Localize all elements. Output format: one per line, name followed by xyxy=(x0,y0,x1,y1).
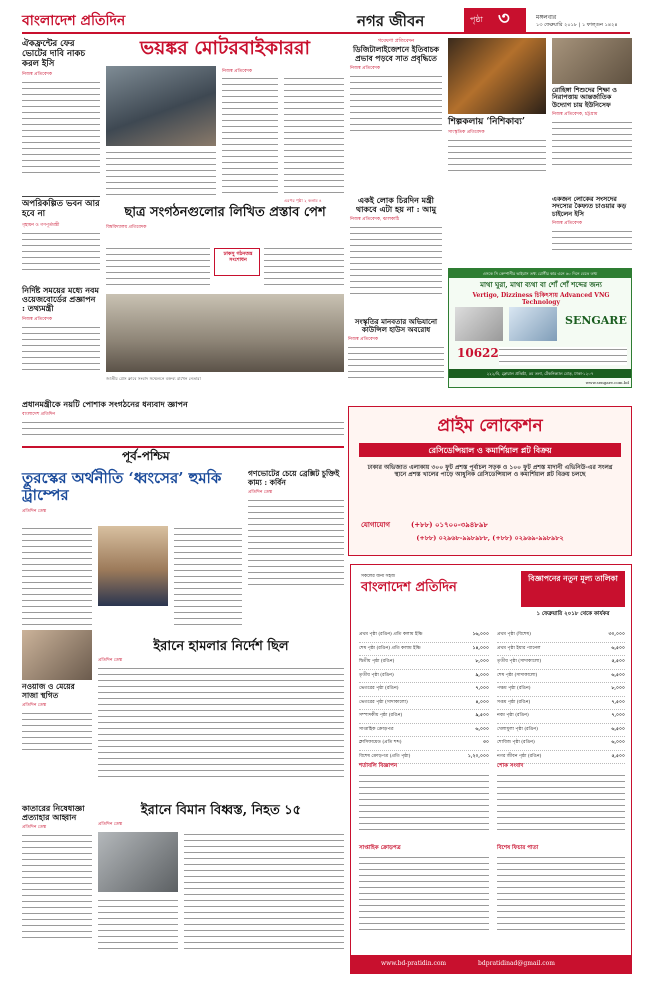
headline: কাতারের নিষেধাজ্ঞা প্রত্যাহার আহ্বান xyxy=(22,803,85,823)
body-text xyxy=(552,229,632,253)
article-wageboard[interactable] xyxy=(22,286,100,396)
rate-sub-3-body xyxy=(359,855,489,935)
rate-sub-2: শোক সংবাদ xyxy=(497,763,524,769)
headline: সংস্কৃতির মানবতার অভিযানো কাউন্সিল হাউস অবরোধ xyxy=(354,317,438,335)
byline: প্রতিদিন ডেস্ক xyxy=(98,821,123,827)
rohingya-photo[interactable] xyxy=(552,38,632,84)
rate-label: পঞ্চম পৃষ্ঠা (রঙিন) xyxy=(497,686,531,691)
body-text-2 xyxy=(264,246,344,286)
rate-sub-2-body xyxy=(497,773,625,833)
kicker: গবেষণা প্রতিবেদন xyxy=(377,38,415,44)
rate-label: শেষ পৃষ্ঠা (সাদাকালো) xyxy=(497,672,538,678)
ad-device-image-2 xyxy=(509,307,557,341)
newspaper-logo[interactable]: বাংলাদেশ প্রতিদিন xyxy=(22,13,126,29)
rate-label: দ্বিতীয় পৃষ্ঠা (রঙিন) xyxy=(359,659,395,664)
rate-sub-3: সাপ্তাহিক ক্রোড়পত্র xyxy=(359,845,401,851)
rate-row xyxy=(497,683,625,697)
headline: একই লোক চিরদিন মন্ত্রী থাকবে এটা হয় না : আমু xyxy=(355,195,437,215)
ad-phone[interactable]: (+৮৮) ০১৭০০-৩৯৪৮৯৮ xyxy=(411,520,488,529)
rate-label: ক্লাসিফায়েড (প্রতি শব্দ) xyxy=(359,740,402,745)
body-text xyxy=(98,666,344,780)
byline: বিশ্ববিদ্যালয় প্রতিবেদক xyxy=(106,224,147,230)
section-title: নগর জীবন xyxy=(357,12,425,30)
body-text xyxy=(22,420,344,436)
issue-day: মঙ্গলবার xyxy=(536,14,557,21)
body-text xyxy=(184,832,344,952)
rate-value: ৬,৫০০ xyxy=(611,672,625,678)
rate-row xyxy=(497,724,625,738)
rate-row xyxy=(359,643,489,657)
page-label: পৃষ্ঠা xyxy=(470,15,483,24)
rate-label: খেলাধুলা পৃষ্ঠা (রঙিন) xyxy=(497,726,538,732)
rate-sub-4: বিশেষ ফিচার পাতা xyxy=(497,845,539,851)
ad-subtitle: রেসিডেন্সিয়াল ও কমার্শিয়াল প্লট বিক্রয় xyxy=(359,443,621,457)
rate-logo-kicker: সকলের জন্য সহজ xyxy=(361,574,395,579)
rate-label: সপ্তম পৃষ্ঠা (রঙিন) xyxy=(497,699,531,705)
article-garment-orgs-visible[interactable] xyxy=(22,400,344,440)
rate-label: তৃতীয় পৃষ্ঠা (রঙিন) xyxy=(359,672,394,678)
article-qatar[interactable] xyxy=(22,804,92,974)
article-amu[interactable] xyxy=(350,196,442,316)
highlight-box xyxy=(214,248,260,276)
body-text xyxy=(552,120,632,168)
rate-row xyxy=(359,710,489,724)
article-nawaz[interactable] xyxy=(22,630,92,750)
rate-value: ১৪,০০০ xyxy=(472,645,489,651)
ad-brand[interactable]: SENGARE xyxy=(565,314,627,327)
ad-device-image xyxy=(455,307,503,341)
body-text-3 xyxy=(106,150,216,196)
body-text-2 xyxy=(284,76,344,196)
rate-row xyxy=(497,710,625,724)
photo-caption: জাতীয় প্রেস ক্লাবে সংবাদ সম্মেলনে বক্তব্য রাখেন নেতারা xyxy=(106,376,201,381)
headline: ইরানে হামলার নির্দেশ ছিল xyxy=(153,639,289,654)
ad-headline: মাথা ঘুরা, মাথা ব্যথা বা শোঁ শোঁ শব্দের জন্য xyxy=(480,280,602,289)
rate-label: প্রথম পৃষ্ঠা ইয়ার প্যানেল xyxy=(497,645,541,651)
headline: রোহিঙ্গা শিশুদের শিক্ষা ও নিরাপত্তায় আন্তর্জাতিক উদ্যোগ চায় ইউনিসেফ xyxy=(552,86,617,109)
ad-contact-label: যোগাযোগ xyxy=(361,520,390,529)
headline: গণভোটের চেয়ে ব্রেক্সিট চুক্তিই কাম্য : কর্বিন xyxy=(248,469,340,487)
rate-row xyxy=(497,670,625,684)
rate-title-box xyxy=(521,571,625,607)
ad-address: ২২২/বি, ফ্লোরাল প্রতিষ্ঠা, ৫ম তলা, টেকনিক্যাল মোড়, ঢাকা-১২০৭ xyxy=(449,369,631,378)
article-student-orgs[interactable] xyxy=(106,206,344,396)
rate-label: ভেতরের পৃষ্ঠা (রঙিন) xyxy=(359,686,399,691)
page-number: ৩ xyxy=(498,8,510,29)
ad-body: ঢাকার অভিজাত এলাকায় ৩০০ ফুট প্রশস্ত পূর্বাচল সড়ক ও ১০০ ফুট প্রশস্ত মাদানী এভিনিউ-এর সংলগ্ন স্থানে প্রশস্ত খালের পাড়ে আধুনিক রেসিডেন্সিয়াল ও কমার্শিয়াল প্লট বিক্রয় চলছে xyxy=(367,464,613,478)
ad-tech-line: Vertigo, Dizziness চিকিৎসায় Advanced VNG Technology xyxy=(472,292,610,306)
nawaz-photo[interactable] xyxy=(22,630,92,680)
article-nishikabbo[interactable] xyxy=(448,38,546,188)
byline: নিজস্ব প্রতিবেদক xyxy=(552,221,583,227)
rate-label: নবম পৃষ্ঠা (রঙিন) xyxy=(497,713,529,718)
byline: প্রতিদিন ডেস্ক xyxy=(248,490,273,496)
rate-value: ৬,০০০ xyxy=(475,726,489,732)
rate-row xyxy=(359,751,489,765)
article-building[interactable] xyxy=(22,200,100,280)
headline: নওয়াজ ও মেয়ের সাজা স্থগিত xyxy=(22,682,75,700)
rate-value: ৭,৫০০ xyxy=(611,699,625,705)
trump-photo[interactable] xyxy=(98,526,168,606)
rate-row xyxy=(359,737,489,751)
ad-top-strip: এসকে সি কেম্পানীর ভাইরাস তথ্য রোগীর কার এনে ৬০ দিনে বেতে তথ্য xyxy=(449,269,631,278)
headline: নির্দিষ্ট সময়ের মধ্যে নবম ওয়েজবোর্ডের প্রজ্ঞাপন : তথ্যমন্ত্রী xyxy=(22,285,99,314)
body-text xyxy=(22,833,92,943)
motorbike-photo[interactable] xyxy=(106,66,216,146)
byline: নিজস্ব প্রতিবেদক xyxy=(350,66,381,72)
ad-prime-location[interactable] xyxy=(348,406,632,556)
rate-row xyxy=(359,724,489,738)
rate-row xyxy=(359,670,489,684)
rate-row xyxy=(497,643,625,657)
highlight-text: ঢাকসু গঠনতন্ত্র সংশোধন xyxy=(223,251,253,263)
issue-date: ১৩ ফেব্রুয়ারি ২০১৮ | ১ ফাল্গুন ১৪২৪ xyxy=(536,22,618,28)
ad-body xyxy=(499,347,627,365)
rate-label: তৃতীয় পৃষ্ঠা (সাদাকালো) xyxy=(497,659,542,664)
rate-title: বিজ্ঞাপনের নতুন মূল্য তালিকা xyxy=(528,574,618,583)
ad-phone-2[interactable]: (+৮৮) ০২৯৬৮-৯৯৮৯৮৮, (+৮৮) ০২৯৬৯-৯৯৮৯৮২ xyxy=(416,534,564,542)
headline: ছাত্র সংগঠনগুলোর লিখিত প্রস্তাব পেশ xyxy=(124,205,326,220)
rate-label: সাপ্তাহিক ক্রোড়পত্র xyxy=(359,726,394,732)
headline: একজন লোকের সংসদের সদস্যের কৈফ্যত চাওয়ার কড় চাইলেন ইসি xyxy=(552,195,627,218)
body-text xyxy=(22,231,100,271)
article-ec-vote[interactable] xyxy=(22,40,100,190)
article-corbyn[interactable] xyxy=(248,470,344,590)
press-conference-photo[interactable] xyxy=(106,294,344,372)
body-text xyxy=(106,246,210,286)
section-divider xyxy=(22,446,344,464)
rate-value: ৮,০০০ xyxy=(611,686,625,691)
body-text-2 xyxy=(174,526,242,626)
headline: তুরস্কের অর্থনীতি ‘ধ্বংসের’ হুমকি ট্রাম্পের xyxy=(22,469,222,505)
rate-value: ৬,৫০০ xyxy=(611,645,625,651)
body-text xyxy=(350,74,442,132)
byline: প্রতিদিন ডেস্ক xyxy=(22,825,47,831)
rate-row xyxy=(497,697,625,711)
body-text xyxy=(248,498,344,588)
rate-row xyxy=(497,629,625,643)
rate-row xyxy=(359,629,489,643)
rate-label: বিশেষ ক্রোড়পত্র (প্রতি পৃষ্ঠা) xyxy=(359,753,411,759)
ad-sengare[interactable] xyxy=(448,268,632,388)
headline: শিল্পকলায় ‘নিশিকাব্য’ xyxy=(448,117,526,127)
rate-value: ৮,০০০ xyxy=(475,659,489,664)
rate-row xyxy=(497,656,625,670)
masthead xyxy=(22,8,630,34)
article-plane-crash[interactable] xyxy=(98,804,344,974)
article-unicef[interactable] xyxy=(552,38,632,188)
byline: নিজস্ব প্রতিবেদক, ঝালকাঠি xyxy=(350,217,400,223)
byline: প্রতিদিন ডেস্ক xyxy=(22,703,47,709)
rate-label: শেষ পৃষ্ঠা (রঙিন) প্রতি কলাম ইঞ্চি xyxy=(359,645,421,651)
byline: নিজস্ব প্রতিবেদক xyxy=(348,337,379,343)
rate-website[interactable]: www.bd-pratidin.com xyxy=(381,960,447,967)
body-text xyxy=(22,325,100,375)
rate-label: নগর জীবন পৃষ্ঠা (রঙিন) xyxy=(497,753,542,759)
byline: নিজস্ব প্রতিবেদক xyxy=(22,72,53,78)
rate-list-left xyxy=(359,629,489,764)
rate-row xyxy=(359,697,489,711)
rate-value: ৬,০০০ xyxy=(611,740,625,745)
continued-link[interactable]: এরপর পৃষ্ঠা ২ কলাম ৪ xyxy=(284,198,322,203)
byline: নিজস্ব প্রতিবেদক, চট্টগ্রাম xyxy=(552,112,598,118)
article-digital[interactable] xyxy=(350,38,442,188)
rate-value: ৫,৫০০ xyxy=(611,753,625,759)
article-pm-garment[interactable] xyxy=(348,318,444,398)
article-mp[interactable] xyxy=(552,196,632,266)
body-text xyxy=(22,80,100,175)
rate-footer xyxy=(351,955,631,973)
article-iran-attack[interactable] xyxy=(98,640,344,800)
rate-value: ৩০,০০০ xyxy=(608,632,625,637)
headline: ইরানে বিমান বিধ্বস্ত, নিহত ১৫ xyxy=(140,803,302,818)
rate-value: ১৬,০০০ xyxy=(472,632,489,637)
rate-sub-4-body xyxy=(497,855,625,935)
headline: ডিজিটালাইজেশনে ইতিবাচক প্রভাব পড়বে সাত প্রবৃদ্ধিতে xyxy=(352,45,440,63)
byline: সাংস্কৃতিক প্রতিবেদক xyxy=(448,130,485,136)
rate-sub-1: শর্তাবলি বিজ্ঞাপন xyxy=(359,763,398,769)
byline: প্রতিদিন ডেস্ক xyxy=(22,508,47,514)
body-text xyxy=(448,138,546,176)
rate-label: সম্পাদকীয় পৃষ্ঠা (রঙিন) xyxy=(359,713,403,718)
rate-value: ১,২০,০০০ xyxy=(467,753,489,759)
rate-value: ৯,০০০ xyxy=(475,672,489,678)
rate-value: ৩০ xyxy=(483,740,489,745)
rate-logo: বাংলাদেশ প্রতিদিন xyxy=(361,580,457,595)
ad-rate-card[interactable] xyxy=(350,564,632,974)
byline: গৃহায়ন ও গণপূর্তমন্ত্রী xyxy=(22,222,60,228)
byline: বাংলাদেশ প্রতিদিন xyxy=(22,412,56,418)
page-number-badge xyxy=(464,8,526,32)
headline: অপরিকল্পিত ভবন আর হবে না xyxy=(22,199,100,219)
rate-sub-1-body xyxy=(359,773,489,833)
rate-value: ৭,০০০ xyxy=(611,713,625,718)
section-heading: পূর্ব-পশ্চিম xyxy=(122,449,170,463)
rate-row xyxy=(359,683,489,697)
stage-photo[interactable] xyxy=(448,38,546,114)
byline: নিজস্ব প্রতিবেদক xyxy=(222,69,253,74)
ad-hotline[interactable]: 10622 xyxy=(457,346,499,360)
rate-effective: ১ ফেব্রুয়ারি ২০১৮ থেকে কার্যকর xyxy=(536,611,610,617)
body-text xyxy=(350,225,442,295)
rate-value: ৫,৫০০ xyxy=(611,659,625,664)
body-text xyxy=(348,345,444,381)
rate-label: শোবিজ পৃষ্ঠা (রঙিন) xyxy=(497,740,535,745)
rate-label: প্রথম পৃষ্ঠা (বিশেষ) xyxy=(497,632,531,637)
rate-email[interactable]: bdpratidinad@gmail.com xyxy=(478,960,555,967)
body-text xyxy=(222,76,278,196)
headline: ঐকফ্রন্টের ফের ভোটের দাবি নাকচ করল ইসি xyxy=(22,39,86,69)
main-headline: ভয়ঙ্কর মোটরবাইকাররা xyxy=(139,37,311,59)
ad-title: প্রাইম লোকেশন xyxy=(437,416,543,436)
body-text xyxy=(22,711,92,753)
rate-value: ৯,৫০০ xyxy=(475,713,489,718)
rate-row xyxy=(497,751,625,765)
rate-label: ভেতরের পৃষ্ঠা (সাদাকালো) xyxy=(359,699,408,705)
crash-photo[interactable] xyxy=(98,832,178,892)
byline: প্রতিদিন ডেস্ক xyxy=(98,657,123,663)
rate-row xyxy=(497,737,625,751)
rate-value: ৭,০০০ xyxy=(475,686,489,691)
rate-row xyxy=(359,656,489,670)
body-text xyxy=(22,526,92,626)
rate-value: ৪,০০০ xyxy=(475,699,489,705)
rate-label: প্রথম পৃষ্ঠা (রঙিন) প্রতি কলাম ইঞ্চি xyxy=(359,632,423,637)
byline: নিজস্ব প্রতিবেদক xyxy=(22,316,53,322)
headline: প্রধানমন্ত্রীকে নয়টি পোশাক সংগঠনের ধন্যবাদ জ্ঞাপন xyxy=(22,399,188,409)
rate-value: ৬,৫০০ xyxy=(611,726,625,732)
rate-list-right xyxy=(497,629,625,764)
body-text-2 xyxy=(98,898,178,952)
ad-website[interactable]: www.sengare.com.bd xyxy=(585,380,629,385)
